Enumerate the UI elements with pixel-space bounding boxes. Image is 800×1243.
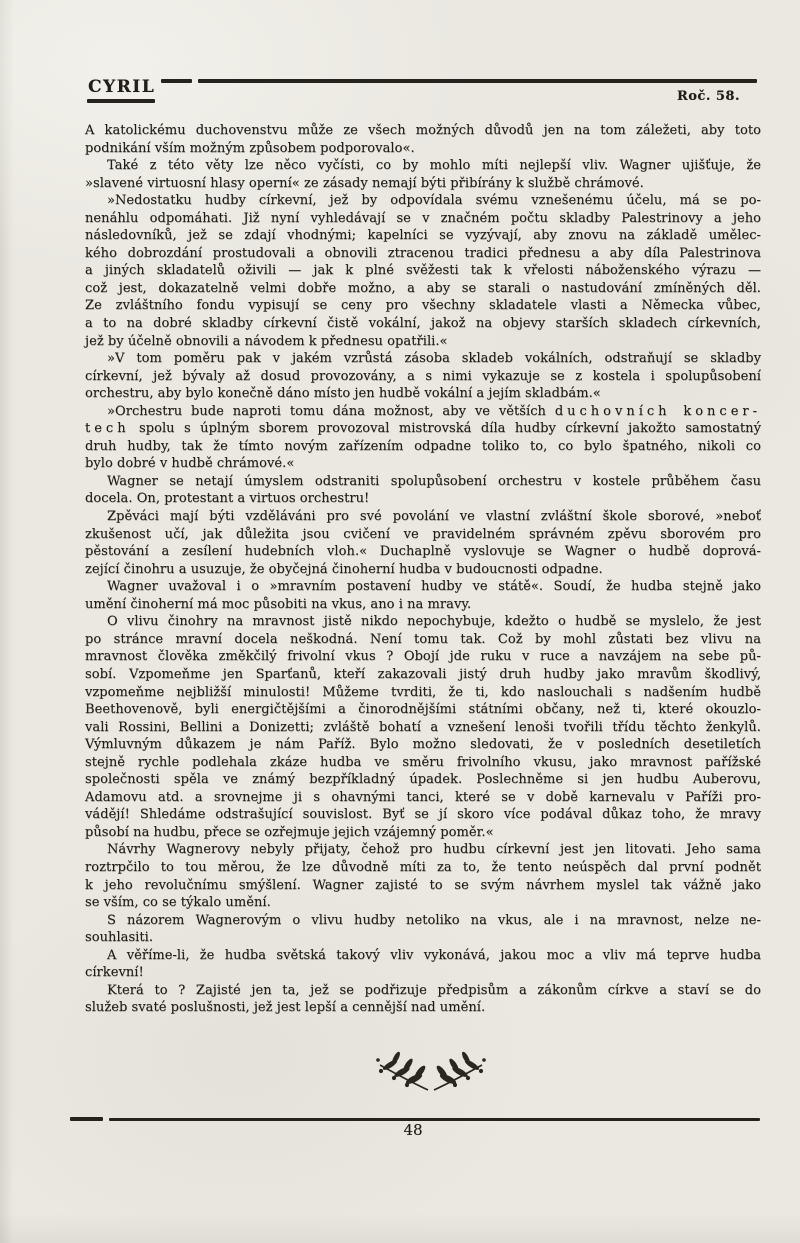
text-line: roztrpčilo to tou měrou, že lze důvodně míti za to, že tento neúspěch dal první podnět <box>85 859 761 875</box>
text-line: A katolickému duchovenstvu může ze všech možných důvodů jen na tom záležeti, aby toto <box>85 123 761 138</box>
text-line: kého dobrozdání prostudovali a obnovili ztracenou tradici přednesu a aby díla Palestrinova <box>85 245 761 261</box>
text-line: Zpěváci mají býti vzděláváni pro své povolání ve vlastní zvláštní škole sborové, »neboť <box>107 509 761 525</box>
text-line: církevní! <box>85 965 144 981</box>
text-line: S názorem Wagnerovým o vlivu hudby netoliko na vkus, ale i na mravnost, nelze ne- <box>107 912 761 928</box>
text-line: Návrhy Wagnerovy nebyly přijaty, čehož pro hudbu církevní jest jen litovati. Jeho sama <box>107 842 761 858</box>
issue-label: Roč. 58. <box>676 89 740 104</box>
text-line: služeb svaté poslušnosti, jež jest lepší a cennější nad umění. <box>85 1000 486 1016</box>
text-line: zkušenost učí, jak důležita jsou cvičení ve pravidelném správném zpěvu sborovém pro <box>85 526 761 542</box>
footer-rule-short <box>70 1117 103 1121</box>
text-line: podnikání vším možným způsobem podporovalo«. <box>85 140 415 156</box>
text-line: po stránce mravní docela neškodná. Není tomu tak. Což by mohl zůstati bez vlivu na <box>85 631 761 647</box>
article-text <box>85 122 761 1017</box>
text-line: mravnost člověka změkčilý frivolní vkus ? Obojí jde ruku v ruce a navzájem na sebe pů- <box>85 649 761 665</box>
text-line: »slavené virtuosní hlasy operní« ze zásady nemají býti přibírány k službě chrámové. <box>85 175 644 191</box>
text-line: se vším, co se týkalo umění. <box>85 895 271 911</box>
text-line: »Nedostatku hudby církevní, jež by odpovídala svému vznešenému účelu, má se po- <box>107 193 761 209</box>
text-line: A věříme-li, že hudba světská takový vliv vykonává, jakou moc a vliv má teprve hudba <box>107 947 761 963</box>
text-line: následovníků, jež se zdají vhodnými; kapelníci se vyzývají, aby znovu na základě umělec- <box>85 228 761 244</box>
text-line: k jeho revolučnímu smýšlení. Wagner zajisté to se svým návrhem myslel tak vážně jako <box>85 877 761 893</box>
text-line: což jest, dokazatelně velmi dobře možno, a aby se starali o nastudování zmíněných děl. <box>85 280 761 296</box>
laurel-ornament-icon <box>31 1046 800 1092</box>
header-rule-short <box>161 79 192 83</box>
text-line: zející činohru a usuzuje, že obyčejná činoherní hudba v budoucnosti odpadne. <box>85 561 603 577</box>
journal-title: CYRIL <box>88 77 156 97</box>
text-line: tech spolu s úplným sborem provozoval mistrovská díla hudby církevní jakožto samostatný <box>85 421 761 437</box>
footer-rule-long <box>109 1118 760 1121</box>
text-line: nenáhlu odpomáhati. Již nyní vyhledávají se v značném počtu skladby Palestrinovy a jeho <box>85 210 761 226</box>
text-line: Beethovenově, byli energičtějšími a činorodnějšími státními občany, než ti, které okouzlo- <box>85 702 761 718</box>
text-line: Adamovu atd. a srovnejme ji s ohavnými tanci, které se v době karnevalu v Paříži pro- <box>85 789 761 805</box>
text-line: církevní, jež bývaly až dosud provozovány, a s nimi vykazuje se z kostela i spolupůsobení <box>85 368 761 384</box>
text-line: souhlasiti. <box>85 930 154 946</box>
page-number: 48 <box>403 1121 423 1139</box>
text-line: druh hudby, tak že tímto novým zařízením odpadne toliko to, co bylo špatného, nikoli co <box>85 438 761 454</box>
text-line: »V tom poměru pak v jakém vzrůstá zásoba skladeb vokálních, odstraňují se skladby <box>107 351 761 367</box>
text-line: sobí. Vzpomeňme jen Sparťanů, kteří zakazovali jistý druh hudby jako mravům škodlivý, <box>85 666 761 682</box>
text-line: bylo dobré v hudbě chrámové.« <box>85 456 295 472</box>
text-line: »Orchestru bude naproti tomu dána možnost, aby ve větších duchovních koncer- <box>107 403 761 419</box>
text-line: Wagner uvažoval i o »mravním postavení hudby ve státě«. Soudí, že hudba stejně jako <box>107 579 761 595</box>
text-line: společnosti spěla ve známý bezpříkladný úpadek. Poslechněme si jen hudbu Auberovu, <box>85 772 761 788</box>
text-line: jež by účelně obnovili a návodem k přednesu opatřili.« <box>85 333 448 349</box>
text-line: vali Rossini, Bellini a Donizetti; zvláště bohatí a vznešení lenoši tvořili třídu těchto ženkylů. <box>85 719 761 735</box>
text-line: vádějí! Shledáme odstrašující souvislost. Byť se jí skoro více podával důkaz toho, že mravy <box>85 807 761 823</box>
text-line: stejně rychle podlehala zkáze hudba ve směru frivolního vkusu, jako mravnost pařížské <box>85 754 761 770</box>
header-rule-long <box>198 79 757 83</box>
text-line: pěstování a zesílení hudebních vloh.« Duchaplně vyslovuje se Wagner o hudbě doprová- <box>85 544 761 560</box>
text-line: O vlivu činohry na mravnost jistě nikdo nepochybuje, kdežto o hudbě se myslelo, že jest <box>107 614 761 630</box>
text-line: a to na dobré skladby církevní čistě vokální, jakož na objevy starších skladech církevních, <box>85 316 761 332</box>
text-line: Výmluvným důkazem je nám Paříž. Bylo možno sledovati, že v posledních desetiletích <box>85 737 761 753</box>
text-line: umění činoherní má moc působiti na vkus, ano i na mravy. <box>85 596 472 612</box>
text-line: docela. On, protestant a virtuos orchestru! <box>85 491 370 507</box>
title-underline <box>87 99 155 103</box>
text-line: působí na hudbu, přece se ozřejmuje jejich vzájemný poměr.« <box>85 824 494 840</box>
text-line: Ze zvláštního fondu vypisují se ceny pro všechny skladatele vlasti a Německa vůbec, <box>85 298 761 314</box>
text-line: Wagner se netají úmyslem odstraniti spolupůsobení orchestru v kostele průběhem času <box>107 473 761 489</box>
text-line: orchestru, aby bylo konečně dáno místo jen hudbě vokální a jejím skladbám.« <box>85 386 601 402</box>
text-line: Která to ? Zajisté jen ta, jež se podřizuje předpisům a zákonům církve a staví se do <box>107 982 761 998</box>
text-line: Také z této věty lze něco vyčísti, co by mohlo míti nejlepší vliv. Wagner ujišťuje, že <box>107 158 761 174</box>
text-line: vzpomeňme nejbližší minulosti! Můžeme tvrditi, že ti, kdo naslouchali s nadšením hudbě <box>85 684 761 700</box>
text-line: a jiných skladatelů oživili — jak k plné svěžesti tak k vřelosti náboženského výrazu — <box>85 263 761 279</box>
